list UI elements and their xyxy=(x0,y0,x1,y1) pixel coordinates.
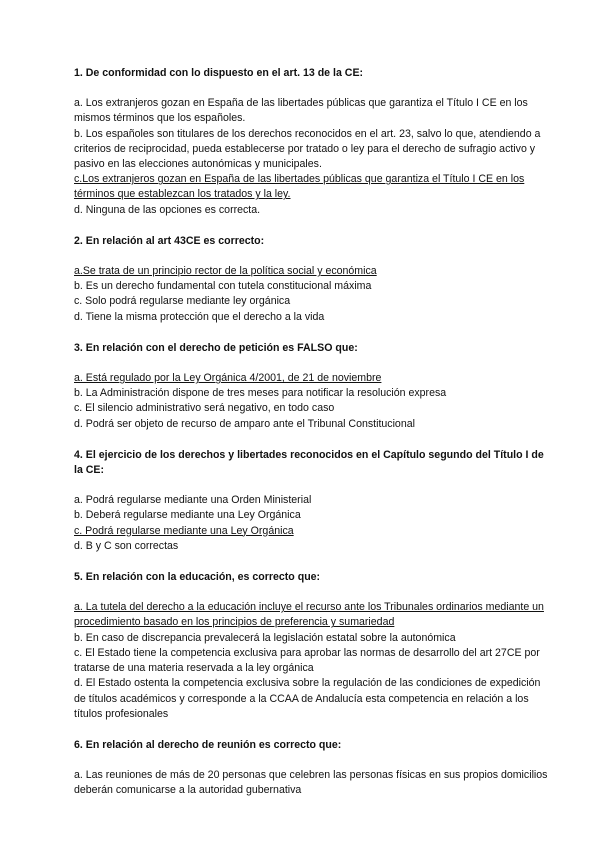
option-c: c. El silencio administrativo será negativo, en todo caso xyxy=(74,402,335,415)
question-2 xyxy=(74,234,550,325)
option-b: b. Los españoles son titulares de los derechos reconocidos en el art. 23, salvo lo que, atendiendo a criterios de reciprocidad, pueda establecerse por tratado o ley para el derecho de sufragio activo y pasivo en las elecciones autonómicas y municipales. xyxy=(74,127,541,171)
option-c: c. Solo podrá regularse mediante ley orgánica xyxy=(74,295,291,308)
option-d: d. El Estado ostenta la competencia exclusiva sobre la regulación de las condiciones de expedición de títulos académicos y corresponde a la CCAA de Andalucía esta competencia en relación a los títulos profesionales xyxy=(74,677,541,720)
option-d: d. Ninguna de las opciones es correcta. xyxy=(74,203,261,216)
option-a-correct: a.Se trata de un principio rector de la política social y económica xyxy=(74,265,377,278)
option-c-correct: c.Los extranjeros gozan en España de las libertades públicas que garantiza el Título I CE en los términos que establezcan los tratados y la ley. xyxy=(74,173,525,201)
question-title: 6. En relación al derecho de reunión es correcto que: xyxy=(74,738,342,751)
question-4 xyxy=(74,448,550,554)
option-b: b. La Administración dispone de tres meses para notificar la resolución expresa xyxy=(74,387,447,400)
option-b: b. Es un derecho fundamental con tutela constitucional máxima xyxy=(74,280,372,293)
option-b: b. Deberá regularse mediante una Ley Orgánica xyxy=(74,509,301,522)
option-c-correct: c. Podrá regularse mediante una Ley Orgánica xyxy=(74,524,294,537)
option-a: a. Podrá regularse mediante una Orden Ministerial xyxy=(74,494,312,507)
question-title: 4. El ejercicio de los derechos y libertades reconocidos en el Capítulo segundo del Título I de la CE: xyxy=(74,448,544,477)
option-a-correct: a. Está regulado por la Ley Orgánica 4/2001, de 21 de noviembre xyxy=(74,372,382,385)
question-title: 2. En relación al art 43CE es correcto: xyxy=(74,234,265,247)
option-a-correct: a. La tutela del derecho a la educación incluye el recurso ante los Tribunales ordinarios mediante un procedimiento basado en los principios de preferencia y sumariedad xyxy=(74,601,544,629)
question-5 xyxy=(74,570,550,722)
option-d: d. Tiene la misma protección que el derecho a la vida xyxy=(74,310,325,323)
option-c: c. El Estado tiene la competencia exclusiva para aprobar las normas de desarrollo del art 27CE por tratarse de una materia reservada a la ley orgánica xyxy=(74,646,540,675)
question-title: 5. En relación con la educación, es correcto que: xyxy=(74,571,321,584)
option-a: a. Las reuniones de más de 20 personas que celebren las personas físicas en sus propios domicilios deberán comunicarse a la autoridad gubernativa xyxy=(74,769,548,797)
option-b: b. En caso de discrepancia prevalecerá la legislación estatal sobre la autonómica xyxy=(74,631,456,644)
question-6 xyxy=(74,738,550,799)
question-title: 1. De conformidad con lo dispuesto en el art. 13 de la CE: xyxy=(74,67,364,79)
question-1 xyxy=(74,66,550,218)
option-d: d. Podrá ser objeto de recurso de amparo ante el Tribunal Constitucional xyxy=(74,417,415,430)
question-title: 3. En relación con el derecho de petición es FALSO que: xyxy=(74,341,358,354)
option-d: d. B y C son correctas xyxy=(74,539,179,552)
option-a: a. Los extranjeros gozan en España de las libertades públicas que garantiza el Título I CE en los mismos términos que los españoles. xyxy=(74,97,528,125)
question-3 xyxy=(74,341,550,432)
